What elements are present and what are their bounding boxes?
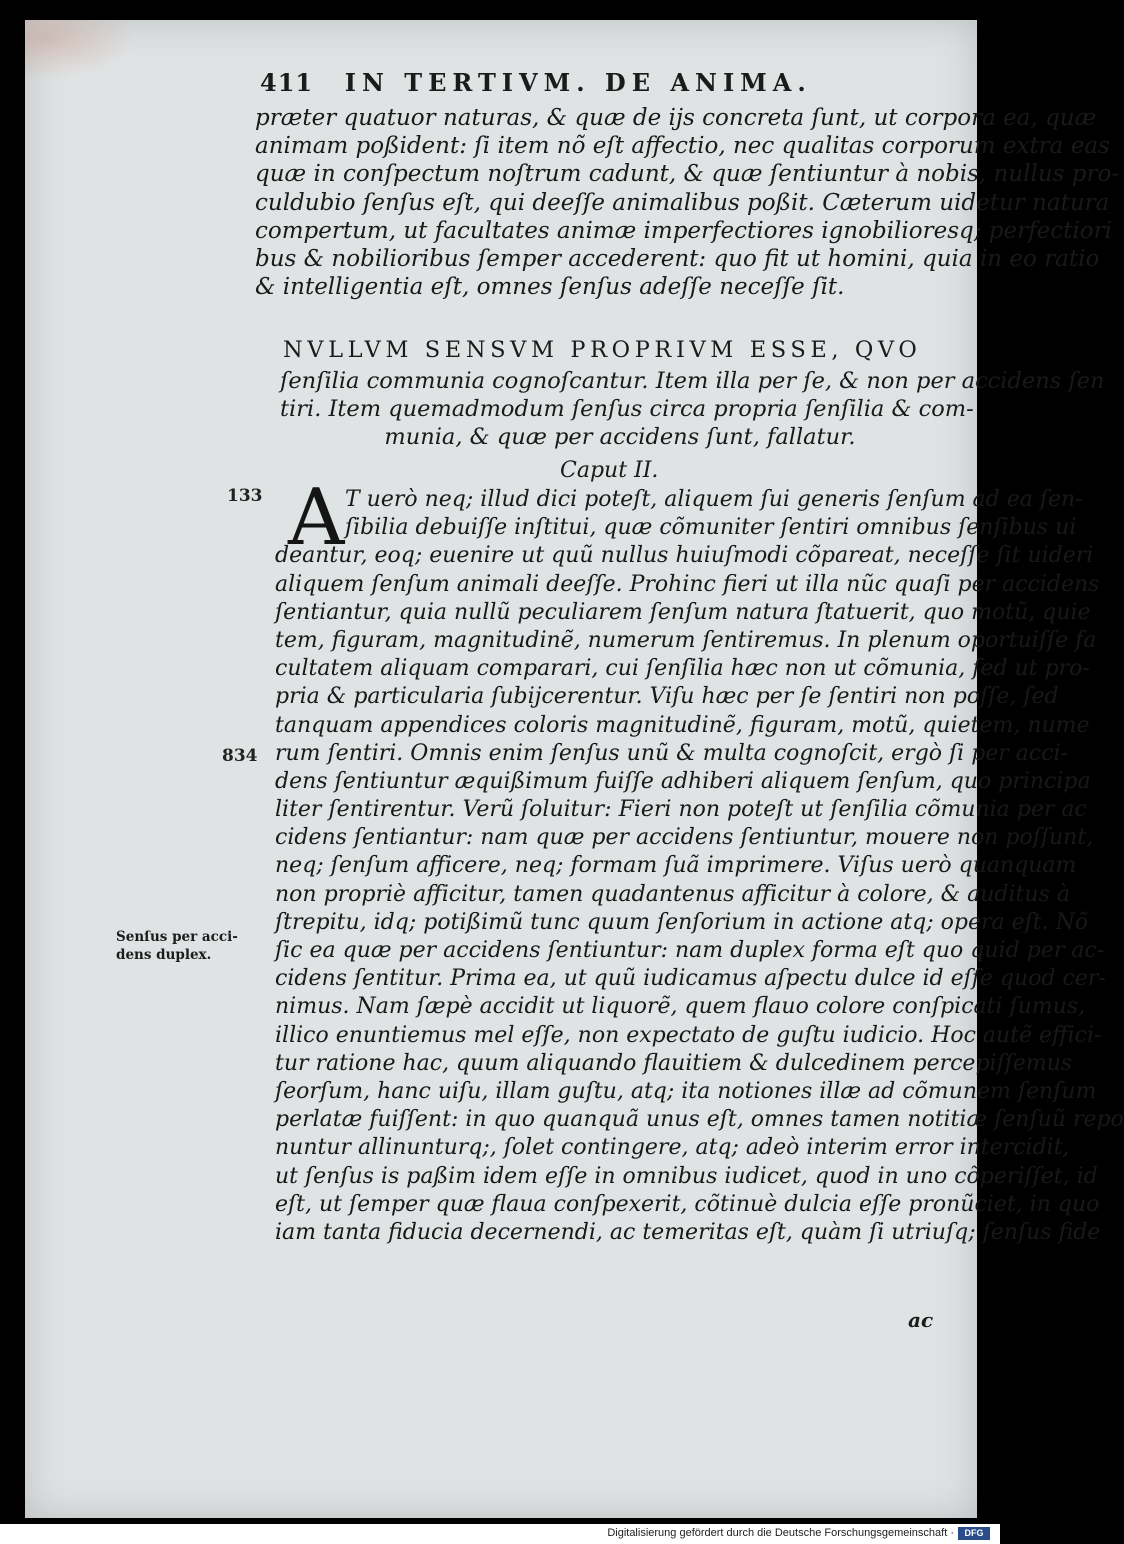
margin-note-line-2: dens duplex.: [116, 947, 212, 963]
body-text-line: ſtrepitu, idq; potißimũ tunc quum ſenſorium in actione atq; opera eſt. Nõ: [275, 909, 1089, 935]
intro-text-line: bus & nobilioribus ſemper accederent: quo fit ut homini, quia in eo ratio: [255, 245, 1100, 272]
margin-number-1: 133: [227, 486, 263, 506]
drop-initial: A: [288, 473, 345, 563]
margin-note: [116, 928, 256, 964]
intro-text-line: quæ in conſpectum noſtrum cadunt, & quæ ſentiuntur à nobis, nullus pro-: [255, 161, 1120, 188]
body-text-line: rum ſentiri. Omnis enim ſenſus unũ & multa cognoſcit, ergò ſi per acci-: [275, 740, 1069, 766]
body-text-line: aliquem ſenſum animali deeſſe. Prohinc fieri ut illa nũc quaſi per accidens: [275, 571, 1100, 597]
catchword: ac: [908, 1308, 934, 1332]
footer-bar: [0, 1524, 1000, 1544]
body-text-line: pria & particularia ſubijcerentur. Viſu hæc per ſe ſentiri non poſſe, ſed: [275, 684, 1059, 710]
intro-text-line: animam poßident: ſi item nõ eſt affectio, nec qualitas corporum extra eas: [255, 133, 1110, 160]
intro-text-line: præter quatuor naturas, & quæ de ijs concreta ſunt, ut corpora ea, quæ: [255, 105, 1097, 131]
intro-paragraph: [255, 104, 1120, 301]
intro-text-line: culdubio ſenſus eſt, qui deeſſe animalibus poßit. Cæterum uidetur natura: [255, 189, 1110, 216]
footer-credit: Digitalisierung gefördert durch die Deutsche Forschungsgemeinschaft ·: [607, 1527, 954, 1539]
margin-note-line-1: Senſus per acci-: [116, 929, 238, 945]
body-text-line: deantur, eoq; euenire ut quũ nullus huiuſmodi cõpareat, neceſſe ſit uideri: [275, 543, 1094, 569]
chapter-summary: [280, 367, 1105, 452]
body-text-line: eſt, ut ſemper quæ flaua conſpexerit, cõtinuè dulcia eſſe pronũciet, in quo: [275, 1191, 1100, 1217]
running-head-title: IN TERTIVM. DE ANIMA.: [344, 68, 812, 97]
body-text-line: nimus. Nam ſæpè accidit ut liquorẽ, quem flauo colore conſpicati ſumus,: [275, 994, 1086, 1020]
body-text-line: neq; ſenſum afficere, neq; formam ſuã imprimere. Viſus uerò quanquam: [275, 853, 1077, 879]
body-text-line: tem, figuram, magnitudinẽ, numerum ſentiremus. In plenum oportuiſſe fa: [275, 627, 1097, 653]
body-text-line: non propriè afficitur, tamen quadantenus afficitur à colore, & auditus à: [275, 881, 1070, 907]
body-text-line: nuntur allinunturq;, ſolet contingere, atq; adeò interim error intercidit,: [275, 1135, 1070, 1161]
body-text-line: perlatæ fuiſſent: in quo quanquã unus eſt, omnes tamen notitiæ ſenſuũ repo: [275, 1107, 1124, 1133]
body-text-line: T uerò neq; illud dici poteſt, aliquem ſui generis ſenſum ad ea ſen-: [345, 487, 1083, 512]
body-text-line: ſeorſum, hanc uiſu, illam guſtu, atq; ita notiones illæ ad cõmunem ſenſum: [275, 1078, 1097, 1104]
margin-number-2: 834: [222, 746, 258, 766]
body-text-line: ſic ea quæ per accidens ſentiuntur: nam duplex forma eſt quo quid per ac-: [275, 938, 1105, 963]
body-text-line: ſentiantur, quia nullũ peculiarem ſenſum natura ſtatuerit, quo motũ, quie: [275, 599, 1091, 625]
body-text-line: tur ratione hac, quum aliquando flauitiem & dulcedinem percepiſſemus: [275, 1050, 1073, 1076]
chapter-body: [275, 486, 1124, 1247]
body-text-line: ſibilia debuiſſe inſtitui, quæ cõmuniter ſentiri omnibus ſenſibus ui: [345, 515, 1077, 541]
summary-text-line: ſenſilia communia cognoſcantur. Item illa per ſe, & non per accidens ſen: [280, 368, 1105, 394]
chapter-heading: NVLLVM SENSVM PROPRIVM ESSE, QVO: [283, 337, 922, 363]
chapter-label: Caput II.: [560, 458, 659, 483]
intro-text-line: & intelligentia eſt, omnes ſenſus adeſſe neceſſe ſit.: [255, 274, 845, 301]
paper-stain: [25, 20, 135, 80]
body-text-line: cidens ſentiantur: nam quæ per accidens ſentiuntur, mouere non poſſunt,: [275, 825, 1094, 851]
body-text-line: dens ſentiuntur æquißimum fuiſſe adhiberi aliquem ſenſum, quo principa: [275, 768, 1091, 794]
body-text-line: liter ſentirentur. Verũ ſoluitur: Fieri non poteſt ut ſenſilia cõmunia per ac: [275, 797, 1087, 823]
body-text-line: cidens ſentitur. Prima ea, ut quũ iudicamus aſpectu dulce id eſſe quod cer-: [275, 966, 1106, 992]
folio-number: 411: [260, 68, 314, 97]
summary-text-line: tiri. Item quemadmodum ſenſus circa propria ſenſilia & com-: [280, 396, 974, 423]
running-header: [260, 68, 910, 104]
body-text-line: iam tanta fiducia decernendi, ac temeritas eſt, quàm ſi utriuſq; ſenſus fide: [275, 1219, 1101, 1245]
body-text-line: illico enuntiemus mel eſſe, non expectato de guſtu iudicio. Hoc autẽ effici-: [275, 1022, 1102, 1048]
summary-text-line: munia, & quæ per accidens ſunt, fallatur.: [384, 424, 856, 451]
dfg-logo: DFG: [958, 1527, 990, 1540]
intro-text-line: compertum, ut facultates animæ imperfectiores ignobilioresq; perfectiori: [255, 217, 1112, 244]
body-text-line: ut ſenſus is paßim idem eſſe in omnibus iudicet, quod in uno cõperiſſet, id: [275, 1163, 1098, 1189]
body-text-line: tanquam appendices coloris magnitudinẽ, figuram, motũ, quietem, nume: [275, 712, 1090, 738]
body-text-line: cultatem aliquam comparari, cui ſenſilia hæc non ut cõmunia, ſed ut pro-: [275, 656, 1090, 682]
